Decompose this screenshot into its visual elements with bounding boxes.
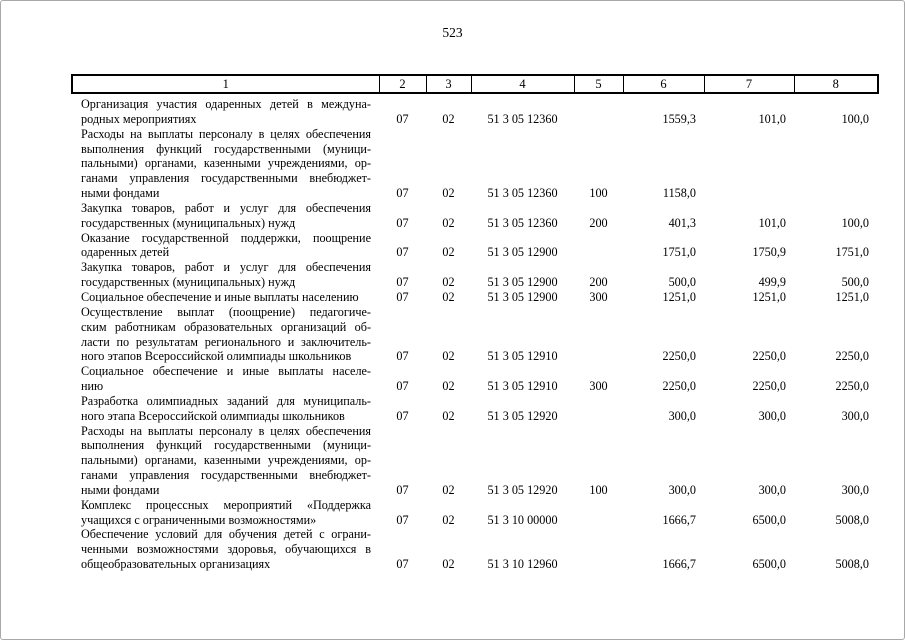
amount-cell: 100,0 [841,111,869,126]
target-article-cell: 51 3 05 12360 [487,186,558,201]
target-article-cell: 51 3 10 12960 [487,557,558,572]
amount-cell: 401,3 [668,215,696,230]
table-body [72,93,878,572]
table-header-row [72,75,878,93]
row-name-line: ного этапа Всероссийской олимпиады школьников [81,408,345,423]
amount-cell: 2250,0 [752,379,786,394]
row-name-line: общеобразовательных организациях [81,557,271,572]
table-row [72,527,878,572]
amount-cell: 1751,0 [662,245,696,260]
amount-cell: 1559,3 [662,111,696,126]
table-row [72,364,878,394]
amount-cell: 1251,0 [835,289,869,304]
row-name-cell [72,260,379,290]
amount-cell: 2250,0 [662,379,696,394]
row-name-cell [72,231,379,261]
row-name-cell [72,305,379,364]
subsection-code-cell: 02 [442,349,455,364]
section-code-cell: 07 [396,349,409,364]
target-article-cell: 51 3 05 12900 [487,289,558,304]
row-name-line: Расходы на выплаты персоналу в целях обеспечения [81,423,371,438]
row-name-line: нию [81,379,104,394]
row-name-line: Социальное обеспечение и иные выплаты населению [81,289,359,304]
table-row [72,424,878,498]
amount-cell: 1751,0 [835,245,869,260]
expense-type-cell [574,498,623,528]
section-code-cell: 07 [396,557,409,572]
row-name-line: Организация участия одаренных детей в междуна- [81,97,371,111]
amount-cell: 5008,0 [835,557,869,572]
table-row [72,290,878,305]
row-name-cell [72,498,379,528]
amount-cell: 300,0 [758,408,786,423]
subsection-code-cell: 02 [442,512,455,527]
budget-table [71,74,879,572]
target-article-cell: 51 3 05 12360 [487,111,558,126]
amount-cell: 2250,0 [835,349,869,364]
row-name-line: Закупка товаров, работ и услуг для обеспечения [81,200,371,215]
target-article-cell: 51 3 05 12920 [487,408,558,423]
amount-cell [704,127,794,201]
row-name-line: Комплекс процессных мероприятий «Поддержка [81,497,371,512]
row-name-cell [72,290,379,305]
amount-cell: 101,0 [758,215,786,230]
target-article-cell: 51 3 05 12360 [487,215,558,230]
subsection-code-cell: 02 [442,557,455,572]
row-name-line: Осуществление выплат (поощрение) педагогиче- [81,304,371,319]
amount-cell: 2250,0 [835,379,869,394]
page-number: 523 [442,25,463,40]
section-code-cell: 07 [396,186,409,201]
section-code-cell: 07 [396,482,409,497]
column-header-6: 6 [623,75,704,93]
row-name-line: родных мероприятиях [81,111,197,126]
subsection-code-cell: 02 [442,275,455,290]
row-name-line: Расходы на выплаты персоналу в целях обеспечения [81,126,371,141]
row-name-cell [72,201,379,231]
row-name-line: Обеспечение условий для обучения детей с ограни- [81,527,371,542]
expense-type-cell [574,305,623,364]
expense-type-cell: 100 [589,482,608,497]
row-name-line: ченными возможностями здоровья, обучающихся в [81,542,371,557]
amount-cell: 2250,0 [752,349,786,364]
expense-type-cell: 300 [589,379,608,394]
row-name-line: ганами управления государственными внебюджет- [81,171,371,186]
expense-type-cell [574,394,623,424]
row-name-line: Закупка товаров, работ и услуг для обеспечения [81,260,371,275]
column-header-8: 8 [794,75,878,93]
subsection-code-cell: 02 [442,289,455,304]
amount-cell: 101,0 [758,111,786,126]
subsection-code-cell: 02 [442,111,455,126]
target-article-cell: 51 3 10 00000 [487,512,558,527]
row-name-line: ными фондами [81,482,160,497]
amount-cell: 1251,0 [752,289,786,304]
row-name-line: ными фондами [81,186,160,201]
target-article-cell: 51 3 05 12910 [487,349,558,364]
expense-type-cell: 300 [589,289,608,304]
row-name-cell [72,394,379,424]
section-code-cell: 07 [396,289,409,304]
table-row [72,201,878,231]
subsection-code-cell: 02 [442,482,455,497]
column-header-1: 1 [72,75,379,93]
amount-cell [794,127,878,201]
amount-cell: 1750,9 [752,245,786,260]
table-row [72,231,878,261]
amount-cell: 300,0 [841,408,869,423]
subsection-code-cell: 02 [442,215,455,230]
row-name-cell [72,93,379,127]
column-header-3: 3 [426,75,471,93]
row-name-line: пальными) органами, казенными учреждениями, ор- [81,156,371,171]
amount-cell: 1251,0 [662,289,696,304]
amount-cell: 6500,0 [752,512,786,527]
row-name-line: ласти по результатам регионального и заключитель- [81,334,371,349]
table-row [72,93,878,127]
expense-type-cell: 200 [589,215,608,230]
amount-cell: 5008,0 [835,512,869,527]
row-name-line: государственных (муниципальных) нужд [81,215,296,230]
expense-type-cell [574,93,623,127]
target-article-cell: 51 3 05 12920 [487,482,558,497]
section-code-cell: 07 [396,408,409,423]
column-header-7: 7 [704,75,794,93]
amount-cell: 500,0 [841,275,869,290]
table-row [72,305,878,364]
row-name-line: учащихся с ограниченными возможностями» [81,512,317,527]
section-code-cell: 07 [396,245,409,260]
expense-type-cell: 100 [589,186,608,201]
amount-cell: 499,9 [758,275,786,290]
row-name-cell [72,424,379,498]
amount-cell: 100,0 [841,215,869,230]
amount-cell: 1158,0 [662,186,696,201]
row-name-line: выполнения функций государственными (муници- [81,438,371,453]
row-name-cell [72,364,379,394]
target-article-cell: 51 3 05 12900 [487,245,558,260]
table-row [72,260,878,290]
subsection-code-cell: 02 [442,186,455,201]
row-name-line: пальными) органами, казенными учреждениями, ор- [81,453,371,468]
subsection-code-cell: 02 [442,408,455,423]
row-name-line: ским работникам образовательных организаций об- [81,319,371,334]
amount-cell: 6500,0 [752,557,786,572]
amount-cell: 500,0 [668,275,696,290]
expense-type-cell [574,527,623,572]
row-name-cell [72,527,379,572]
section-code-cell: 07 [396,275,409,290]
amount-cell: 1666,7 [662,512,696,527]
row-name-line: Разработка олимпиадных заданий для муниципаль- [81,393,371,408]
table-row [72,127,878,201]
row-name-line: ного этапов Всероссийской олимпиады школьников [81,349,352,364]
subsection-code-cell: 02 [442,245,455,260]
column-header-2: 2 [379,75,426,93]
row-name-cell [72,127,379,201]
table-row [72,498,878,528]
section-code-cell: 07 [396,512,409,527]
section-code-cell: 07 [396,111,409,126]
target-article-cell: 51 3 05 12910 [487,379,558,394]
section-code-cell: 07 [396,379,409,394]
row-name-line: выполнения функций государственными (муници- [81,141,371,156]
row-name-line: Социальное обеспечение и иные выплаты населе- [81,364,371,379]
amount-cell: 300,0 [841,482,869,497]
column-header-5: 5 [574,75,623,93]
expense-type-cell: 200 [589,275,608,290]
row-name-line: одаренных детей [81,245,170,260]
expense-type-cell [574,231,623,261]
row-name-line: ганами управления государственными внебюджет- [81,468,371,483]
amount-cell: 300,0 [668,408,696,423]
amount-cell: 300,0 [758,482,786,497]
row-name-line: Оказание государственной поддержки, поощрение [81,230,371,245]
amount-cell: 300,0 [668,482,696,497]
column-header-4: 4 [471,75,574,93]
row-name-line: государственных (муниципальных) нужд [81,275,296,290]
subsection-code-cell: 02 [442,379,455,394]
target-article-cell: 51 3 05 12900 [487,275,558,290]
section-code-cell: 07 [396,215,409,230]
table-row [72,394,878,424]
amount-cell: 1666,7 [662,557,696,572]
amount-cell: 2250,0 [662,349,696,364]
